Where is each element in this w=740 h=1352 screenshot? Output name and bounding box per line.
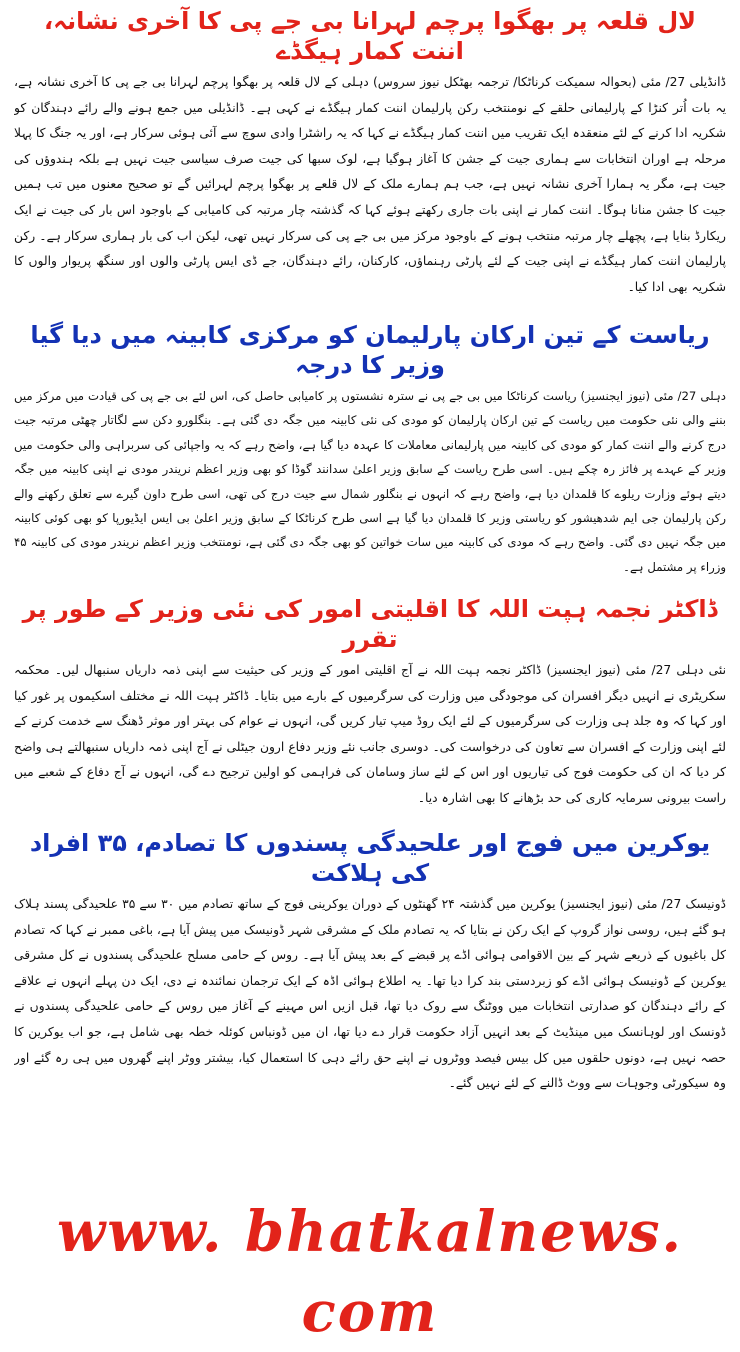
headline: یوکرین میں فوج اور علحیدگی پسندوں کا تصادم، ۳۵ افراد کی ہلاکت bbox=[29, 829, 711, 887]
headline: ڈاکٹر نجمہ ہپت اللہ کا اقلیتی امور کی نئی وزیر کے طور پر تقرر bbox=[22, 595, 718, 653]
headline: لال قلعہ پر بھگوا پرچم لہرانا بی جے پی کا آخری نشانہ، اننت کمار ہیگڈے bbox=[43, 7, 697, 65]
headline: ریاست کے تین ارکان پارلیمان کو مرکزی کابینہ میں دیا گیا وزیر کا درجہ bbox=[30, 321, 710, 379]
article-body: نئی دہلی 27/ مئی (نیوز ایجنسیز) ڈاکٹر نجمہ ہپت اللہ نے آج اقلیتی امور کے وزیر کی حیثیت سے اپنی ذمہ داریاں سنبھال لیں۔ محکمہ سکریٹری نے انہیں دیگر افسران کی موجودگی میں وزارت کی سرگرمیوں کے بارے میں بتایا۔ ڈاکٹر ہپت اللہ نے مختلف اسکیموں پر غور کیا اور کہا کہ وہ جلد ہی وزارت کی سرگرمیوں کے لئے ایک روڈ میپ تیار کریں گی، انہوں نے عوام کی بہتر اور موثر ڈھنگ سے خدمت کرنے کے لئے اپنی وزارت کے افسران سے تعاون کی درخواست کی۔ دوسری جانب نئے وزیر دفاع ارون جیٹلی نے آج اپنی ذمہ داریاں سنبھالتے ہی واضح کر دیا کہ ان کی حکومت فوج کی تیاریوں اور اس کے لئے ساز وسامان کی فراہمی کو اولین ترجیح دے گی، انہوں نے آج دفاع کے شعبے میں راست بیرونی سرمایہ کاری کی حد بڑھانے کا بھی اشارہ دیا۔ bbox=[14, 663, 726, 805]
article-body: دہلی 27/ مئی (نیوز ایجنسیز) ریاست کرناٹکا میں بی جے پی نے سترہ نشستوں پر کامیابی حاصل کی، اس لئے بی جے پی کی قیادت میں مرکز میں بننے والی نئی حکومت میں ریاست کے تین ارکان پارلیمان کو مودی کی نئی کابینہ میں جگہ دی گئی ہے۔ بنگلورو دکن سے لگاتار چھٹی مرتبہ جیت درج کرنے والے اننت کمار کو مودی کی کابینہ میں پارلیمانی معاملات کا عہدہ دیا گیا ہے، واضح رہے کہ یہ واجپائی کی سربراہی والی حکومت میں وزیر کے عہدے پر فائز رہ چکے ہیں۔ اسی طرح ریاست کے سابق وزیر اعلیٰ سدانند گوڈا کو بھی وزیر اعظم نریندر مودی نے اپنی کابینہ میں جگہ دیتے ہوئے وزارت ریلوے کا قلمدان دیا ہے، واضح رہے کہ انہوں نے بنگلور شمال سے جیت درج کی تھی، اسی طرح داون گیرے سے تعلق رکھنے والے رکن پارلیمان جی ایم شدھیشور کو ریاستی وزیر کا قلمدان دیا گیا ہے اسی طرح کرناٹکا کے سابق وزیر اعلیٰ بی ایس ایڈیورپا کو بھی کوئی کابینہ میں جگہ نہیں دی گئی۔ واضح رہے کہ مودی کی کابینہ میں سات خواتین کو بھی جگہ دی گئی ہے، نومنتخب وزیر اعظم نریندر مودی کی کابینہ ۴۵ وزراء پر مشتمل ہے۔ bbox=[14, 389, 726, 574]
article-state-ministers bbox=[14, 320, 726, 582]
article-body: ڈانڈیلی 27/ مئی (بحوالہ سمیکت کرناٹکا/ ترجمہ بھٹکل نیوز سروس) دہلی کے لال قلعہ پر بھگوا پرچم لہرانا بی جے پی کا آخری نشانہ ہے، یہ بات اُتر کنڑا کے پارلیمانی حلقے کے نومنتخب رکن پارلیمان اننت کمار ہیگڈے نے کہی ہے۔ ڈانڈیلی میں جمع ہونے والے رائے دہندگان کو شکریہ ادا کرنے کے لئے منعقدہ ایک تقریب میں اننت کمار ہیگڈے نے کہا کہ یہ راشٹرا وادی سوچ سے آئی ہوئی سرکار ہے، اور یہ جنگ کا پہلا مرحلہ ہے اوران انتخابات سے ہماری جیت کے جشن کا آغاز ہوگیا ہے، لوک سبھا کی جیت صرف سیاسی جیت نہیں ہے بلکہ ہندوؤں کی جیت ہے، مگر یہ ہمارا آخری نشانہ نہیں ہے، جب ہم ہمارے ملک کے لال قلعے پر بھگوا پرچم لہرائیں گے تو صحیح معنوں میں تب ہمیں جیت کا جشن منانا ہوگا۔ اننت کمار نے اپنی بات جاری رکھتے ہوئے کہا کہ گذشتہ چار مرتبہ کی کامیابی کے باوجود اس بار کی جیت نے ایک ریکارڈ بنایا ہے، پچھلے چار مرتبہ منتخب ہونے کے باوجود مرکز میں بی جے پی کی سرکار نہیں تھی، لیکن اب کی بار ہماری سرکار ہے۔ رکن پارلیمان اننت کمار ہیگڈے نے اپنی جیت کے لئے پارٹی رہنماؤں، کارکنان، رائے دہندگان، جے ڈی ایس پارٹی والوں اور سنگھ پریوار والوں کا شکریہ بھی ادا کیا۔ bbox=[14, 75, 726, 294]
article-body: ڈونیسک 27/ مئی (نیوز ایجنسیز) یوکرین میں گذشتہ ۲۴ گھنٹوں کے دوران یوکرینی فوج کے ساتھ تصادم میں ۳۰ سے ۳۵ علحیدگی پسند ہلاک ہو گئے ہیں، روسی نواز گروپ کے ایک رکن نے بتایا کہ یہ تصادم ملک کے مشرقی شہر ڈونیسک میں پیش آیا ہے، باغی ممبر نے کہا کہ تصادم کل باغیوں کے ذریعے شہر کے بین الاقوامی ہوائی اڈے پر قبضے کے بعد پیش آیا ہے۔ روس کے حامی مسلح علحیدگی پسندوں نے کل مشرقی یوکرین کے ڈونیسک ہوائی اڈے کو زبردستی بند کرا دیا تھا۔ یہ اطلاع ہوائی اڈہ کے ایک ترجمان نمائندہ نے دی، ایک دن پہلے انہوں نے علاقے کے رائے دہندگان کو صدارتی انتخابات میں ووٹنگ سے روک دیا تھا، قبل ازیں اس مہینے کے آغاز میں روس کے حامی علحیدگی پسندوں نے ڈونسک اور لوہانسک میں مینڈیٹ کے بعد انہیں آزاد حکومت قرار دے دیا تھا، ان میں ڈونباس کوئلہ خطہ بھی شامل ہے، جو اب یوکرین کا حصہ نہیں ہے، دونوں حلقوں میں کل بیس فیصد ووٹروں نے اپنے حق رائے دہی کا استعمال کیا، بیشتر ووٹر اپنے گھروں میں ہی رہ گئے اور وہ سیکورٹی وجوہات سے ووٹ ڈالنے کے لئے نہیں گئے۔ bbox=[14, 897, 726, 1091]
article-najma-heptulla bbox=[14, 594, 726, 816]
article-red-fort-flag bbox=[14, 6, 726, 310]
article-ukraine-clash bbox=[14, 828, 726, 1192]
website-footer: www. bhatkalnews. com bbox=[57, 1199, 683, 1345]
